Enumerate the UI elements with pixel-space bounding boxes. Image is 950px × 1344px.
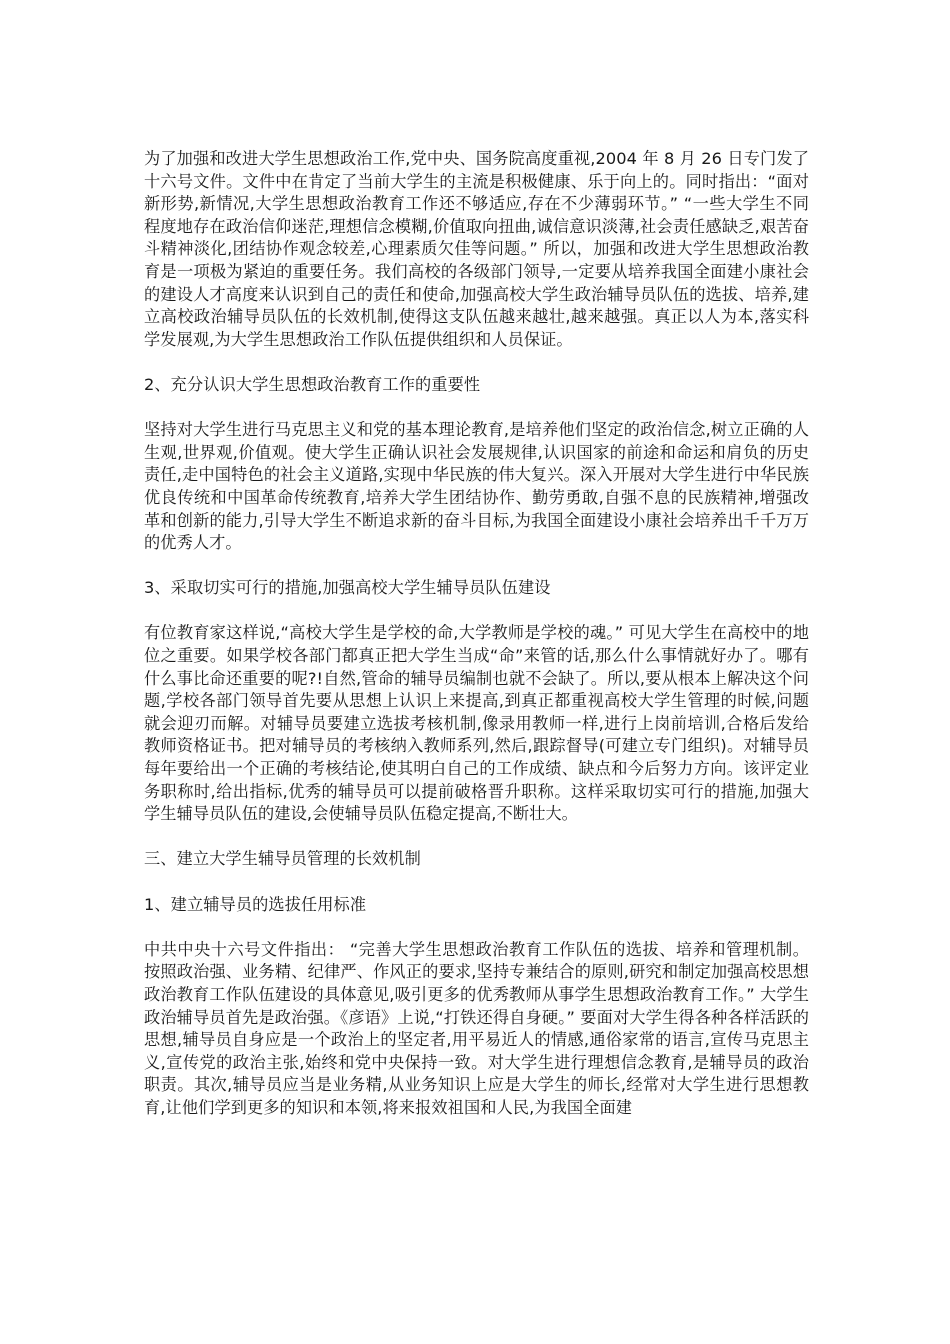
- body-paragraph: 有位教育家这样说,“高校大学生是学校的命,大学教师是学校的魂。” 可见大学生在高校中的地位之重要。如果学校各部门都真正把大学生当成“命”来管的话,那么什么事情就好办了。哪有什么事比命还重要的呢?!自然,管命的辅导员编制也就不会缺了。所以,要从根本上解决这个问题,学校各部门领导首先要从思想上认识上来提高,到真正都重视高校大学生管理的时候,问题就会迎刃而解。对辅导员要建立选拔考核机制,像录用教师一样,进行上岗前培训,合格后发给教师资格证书。把对辅导员的考核纳入教师系列,然后,跟踪督导(可建立专门组织)。对辅导员每年要给出一个正确的考核结论,使其明白自己的工作成绩、缺点和今后努力方向。该评定业务职称时,给出指标,优秀的辅导员可以提前破格晋升职称。这样采取切实可行的措施,加强大学生辅导员队伍的建设,会使辅导员队伍稳定提高,不断壮大。: [144, 623, 809, 824]
- body-paragraph: 中共中央十六号文件指出： “完善大学生思想政治教育工作队伍的选拔、培养和管理机制。按照政治强、业务精、纪律严、作风正的要求,坚持专兼结合的原则,研究和制定加强高校思想政治教育工作队伍建设的具体意见,吸引更多的优秀教师从事学生思想政治教育工作。” 大学生政治辅导员首先是政治强。《彦语》上说,“打铁还得自身硬。” 要面对大学生得各种各样活跃的思想,辅导员自身应是一个政治上的坚定者,用平易近人的情感,通俗家常的语言,宣传马克思主义,宣传党的政治主张,始终和党中央保持一致。对大学生进行理想信念教育,是辅导员的政治职责。其次,辅导员应当是业务精,从业务知识上应是大学生的师长,经常对大学生进行思想教育,让他们学到更多的知识和本领,将来报效祖国和人民,为我国全面建: [144, 939, 809, 1117]
- section-heading-3: 3、采取切实可行的措施,加强高校大学生辅导员队伍建设: [144, 578, 551, 598]
- body-paragraph: 坚持对大学生进行马克思主义和党的基本理论教育,是培养他们坚定的政治信念,树立正确的人生观,世界观,价值观。使大学生正确认识社会发展规律,认识国家的前途和命运和肩负的历史责任,走中国特色的社会主义道路,实现中华民族的伟大复兴。深入开展对大学生进行中华民族优良传统和中国革命传统教育,培养大学生团结协作、勤劳勇敢,自强不息的民族精神,增强改革和创新的能力,引导大学生不断追求新的奋斗目标,为我国全面建设小康社会培养出千千万万的优秀人才。: [144, 420, 809, 553]
- section-heading-1: 1、建立辅导员的选拔任用标准: [144, 894, 367, 914]
- section-heading-2: 2、充分认识大学生思想政治教育工作的重要性: [144, 374, 481, 394]
- document-page: [144, 148, 809, 1142]
- chapter-heading-3: 三、建立大学生辅导员管理的长效机制: [144, 849, 421, 869]
- intro-paragraph: 为了加强和改进大学生思想政治工作,党中央、国务院高度重视,2004 年 8 月 26 日专门发了十六号文件。文件中在肯定了当前大学生的主流是积极健康、乐于向上的。同时指出：“面对新形势,新情况,大学生思想政治教育工作还不够适应,存在不少薄弱环节。” “一些大学生不同程度地存在政治信仰迷茫,理想信念模糊,价值取向扭曲,诚信意识淡薄,社会责任感缺乏,艰苦奋斗精神淡化,团结协作观念较差,心理素质欠佳等问题。” 所以，加强和改进大学生思想政治教育是一项极为紧迫的重要任务。我们高校的各级部门领导,一定要从培养我国全面建小康社会的建设人才高度来认识到自己的责任和使命,加强高校大学生政治辅导员队伍的选拔、培养,建立高校政治辅导员队伍的长效机制,使得这支队伍越来越壮,越来越强。真正以人为本,落实科学发展观,为大学生思想政治工作队伍提供组织和人员保证。: [144, 149, 809, 349]
